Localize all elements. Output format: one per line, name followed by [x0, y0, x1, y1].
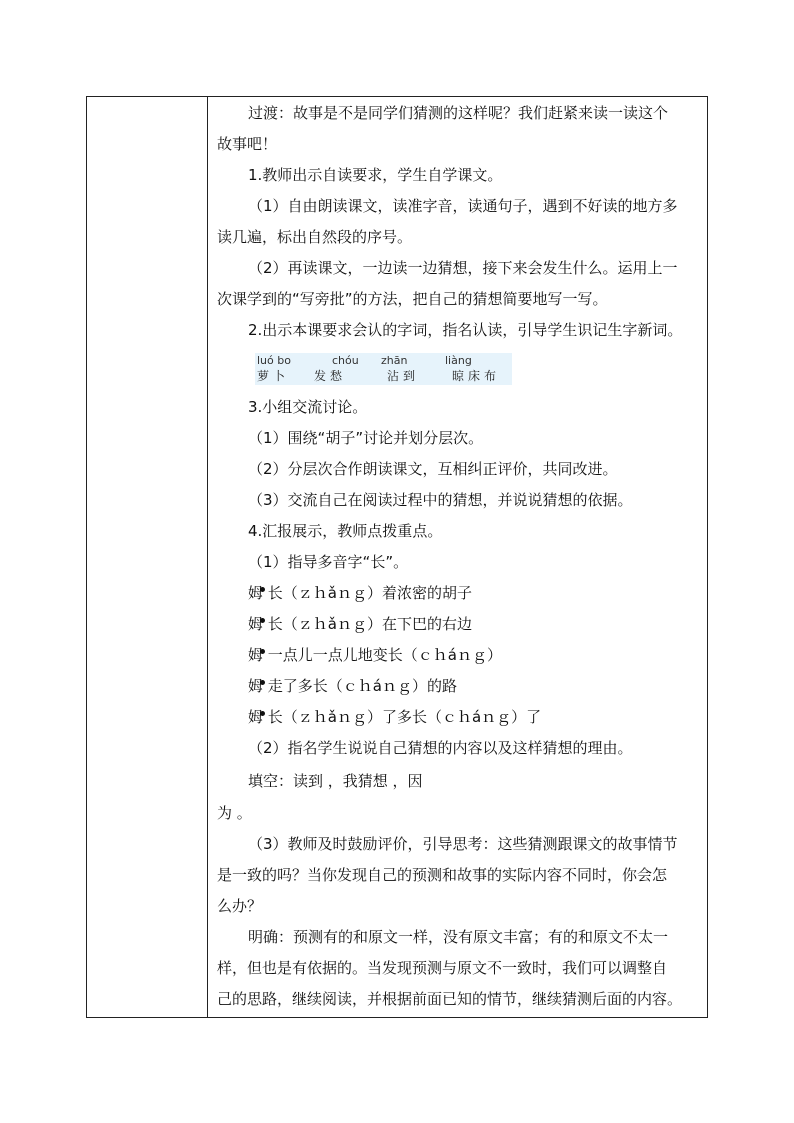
- text-line: 明确：预测有的和原文一样，没有原文丰富；有的和原文不太一: [248, 928, 669, 946]
- vocab-pinyin: chóu: [332, 354, 359, 367]
- text-line: （2）指名学生说说自己猜想的内容以及这样猜想的理由。: [248, 739, 633, 757]
- text-line: 姆 走了多长（ｃｈáｎｇ）的路: [248, 677, 457, 695]
- text-line: （2）分层次合作朗读课文，互相纠正评价，共同改进。: [248, 460, 618, 478]
- text-line: （2）再读课文，一边读一边猜想，接下来会发生什么。运用上一: [248, 259, 678, 277]
- text-line: 过渡：故事是不是同学们猜测的这样呢？我们赶紧来读一读这个: [248, 104, 669, 122]
- vocab-pinyin: liàng: [445, 354, 472, 367]
- column-divider: [207, 97, 208, 1017]
- text-line: 次课学到的“写旁批”的方法，把自己的猜想简要地写一写。: [217, 290, 608, 308]
- vocab-word: 沾到: [387, 369, 420, 383]
- text-line: 姆 长（ｚｈǎｎｇ）在下巴的右边: [248, 615, 472, 633]
- vocab-word: 萝卜: [257, 369, 290, 383]
- text-line: （1）围绕“胡子”讨论并划分层次。: [248, 429, 484, 447]
- text-line: （1）自由朗读课文，读准字音，读通句子，遇到不好读的地方多: [248, 197, 678, 215]
- text-line: 姆 长（ｚｈǎｎｇ）着浓密的胡子: [248, 584, 472, 602]
- vocab-word: 发愁: [314, 369, 347, 383]
- vocab-pinyin: zhān: [381, 354, 408, 367]
- text-line: 读几遍，标出自然段的序号。: [217, 228, 413, 246]
- text-line: 3.小组交流讨论。: [248, 398, 368, 416]
- text-line: 么办？: [217, 897, 263, 915]
- text-line: 4.汇报展示，教师点拨重点。: [248, 522, 443, 540]
- vocab-word: 晾床布: [452, 369, 501, 383]
- lesson-plan-table: [86, 96, 708, 1018]
- text-line: 样，但也是有依据的。当发现预测与原文不一致时，我们可以调整自: [217, 959, 668, 977]
- text-line: 2.出示本课要求会认的字词，指名认读，引导学生识记生字新词。: [248, 321, 683, 339]
- fill-blank-line: 填空：读到 ，我猜想 ，因: [248, 772, 423, 790]
- text-line: 己的思路，继续阅读，并根据前面已知的情节，继续猜测后面的内容。: [217, 990, 683, 1008]
- text-line: 1.教师出示自读要求，学生自学课文。: [248, 166, 503, 184]
- text-line: 姆 长（ｚｈǎｎｇ）了多长（ｃｈáｎｇ）了: [248, 708, 542, 726]
- vocab-pinyin: luó bo: [257, 354, 291, 367]
- text-line: 姆 一点儿一点儿地变长（ｃｈáｎｇ）: [248, 646, 502, 664]
- text-line: （3）教师及时鼓励评价，引导思考：这些猜测跟课文的故事情节: [248, 835, 678, 853]
- text-line: （3）交流自己在阅读过程中的猜想，并说说猜想的依据。: [248, 491, 633, 509]
- text-line: 是一致的吗？当你发现自己的预测和故事的实际内容不同时，你会怎: [217, 866, 668, 884]
- fill-blank-line: 为 。: [217, 804, 252, 822]
- vocab-pinyin-band: [255, 353, 512, 385]
- text-line: 故事吧！: [217, 135, 278, 153]
- text-line: （1）指导多音字“长”。: [248, 553, 409, 571]
